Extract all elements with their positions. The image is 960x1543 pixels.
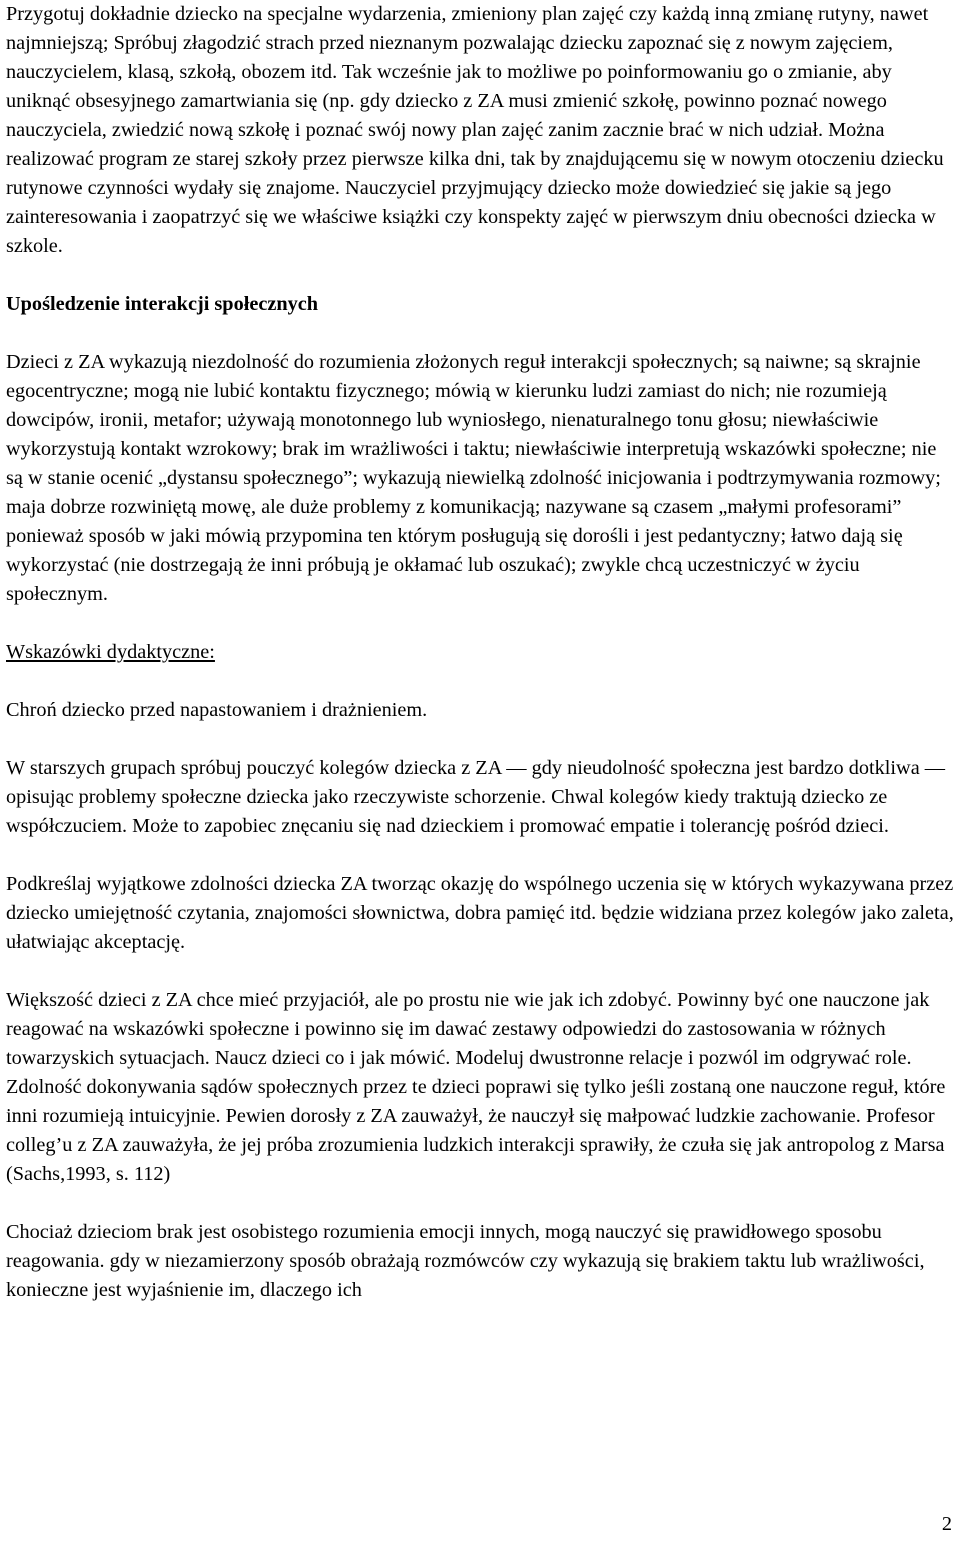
hints-label: Wskazówki dydaktyczne: <box>6 641 215 663</box>
paragraph-social-deficits: Dzieci z ZA wykazują niezdolność do rozumienia złożonych reguł interakcji społecznych; są naiwne; są skrajnie egocentryczne; mogą nie lubić kontaktu fizycznego; mówią w kierunku ludzi zamiast do nich; nie rozumieją dowcipów, ironii, metafor; używają monotonnego lub wyniosłego, nienaturalnego tonu głosu; niewłaściwie wykorzystują kontakt wzrokowy; brak im wrażliwości i taktu; niewłaściwie interpretują wskazówki społeczne; nie są w stanie ocenić „dystansu społecznego”; wykazują niewielką zdolność inicjowania i podtrzymywania rozmowy; maja dobrze rozwiniętą mowę, ale duże problemy z komunikacją; nazywane są czasem „małymi profesorami” ponieważ sposób w jaki mówią przypomina ten którym posługują się dorośli i jest pedantyczny; łatwo dają się wykorzystać (nie dostrzegają że inni próbują je okłamać lub oszukać); zwykle chcą uczestniczyć w życiu społecznym. <box>6 351 941 605</box>
page-number: 2 <box>941 1513 952 1535</box>
paragraph-emotions: Chociaż dzieciom brak jest osobistego rozumienia emocji innych, mogą nauczyć się prawidłowego sposobu reagowania. gdy w niezamierzony sposób obrażają rozmówców czy wykazują się brakiem taktu lub wrażliwości, konieczne jest wyjaśnienie im, dlaczego ich <box>6 1221 925 1301</box>
paragraph-gap <box>6 1189 958 1218</box>
document-body <box>6 0 958 1305</box>
paragraph-older-groups: W starszych grupach spróbuj pouczyć kolegów dziecka z ZA — gdy nieudolność społeczna jest bardzo dotkliwa — opisując problemy społeczne dziecka jako rzeczywiste schorzenie. Chwal kolegów kiedy traktują dziecko ze współczuciem. Może to zapobiec znęcaniu się nad dzieckiem i promować empatie i tolerancję pośród dzieci. <box>6 757 946 837</box>
paragraph-gap <box>6 725 958 754</box>
paragraph-gap <box>6 841 958 870</box>
paragraph-strengths: Podkreślaj wyjątkowe zdolności dziecka ZA tworząc okazję do wspólnego uczenia się w których wykazywana przez dziecko umiejętność czytania, znajomości słownictwa, dobra pamięć itd. będzie widziana przez kolegów jako zaleta, ułatwiając akceptację. <box>6 873 954 953</box>
paragraph-intro: Przygotuj dokładnie dziecko na specjalne wydarzenia, zmieniony plan zajęć czy każdą inną zmianę rutyny, nawet najmniejszą; Spróbuj złagodzić strach przed nieznanym pozwalając dziecku zapoznać się z nowym zajęciem, nauczycielem, klasą, szkołą, obozem itd. Tak wcześnie jak to możliwe po poinformowaniu go o zmianie, aby uniknąć obsesyjnego zamartwiania się (np. gdy dziecko z ZA musi zmienić szkołę, powinno poznać nowego nauczyciela, zwiedzić nową szkołę i poznać swój nowy plan zajęć zanim zacznie brać w nich udział. Można realizować program ze starej szkoły przez pierwsze kilka dni, tak by znajdującemu się w nowym otoczeniu dziecku rutynowe czynności wydały się znajome. Nauczyciel przyjmujący dziecko może dowiedzieć się jakie są jego zainteresowania i zaopatrzyć się we właściwe książki czy konspekty zajęć w pierwszym dniu obecności dziecka w szkole. <box>6 3 944 257</box>
paragraph-protect: Chroń dziecko przed napastowaniem i drażnieniem. <box>6 699 428 721</box>
paragraph-gap <box>6 957 958 986</box>
paragraph-gap <box>6 261 958 290</box>
paragraph-gap <box>6 609 958 638</box>
section-heading: Upośledzenie interakcji społecznych <box>6 293 319 315</box>
paragraph-gap <box>6 667 958 696</box>
paragraph-friends: Większość dzieci z ZA chce mieć przyjaciół, ale po prostu nie wie jak ich zdobyć. Powinny być one nauczone jak reagować na wskazówki społeczne i powinno się im dawać zestawy odpowiedzi do zastosowania w różnych towarzyskich sytuacjach. Naucz dzieci co i jak mówić. Modeluj dwustronne relacje i pozwól im odgrywać role. Zdolność dokonywania sądów społecznych przez te dzieci poprawi się tylko jeśli zostaną one nauczone reguł, które inni rozumieją intuicyjnie. Pewien dorosły z ZA zauważył, że nauczył się małpować ludzkie zachowanie. Profesor colleg’u z ZA zauważyła, że jej próba zrozumienia ludzkich interakcji sprawiły, że czuła się jak antropolog z Marsa (Sachs,1993, s. 112) <box>6 989 946 1185</box>
paragraph-gap <box>6 319 958 348</box>
